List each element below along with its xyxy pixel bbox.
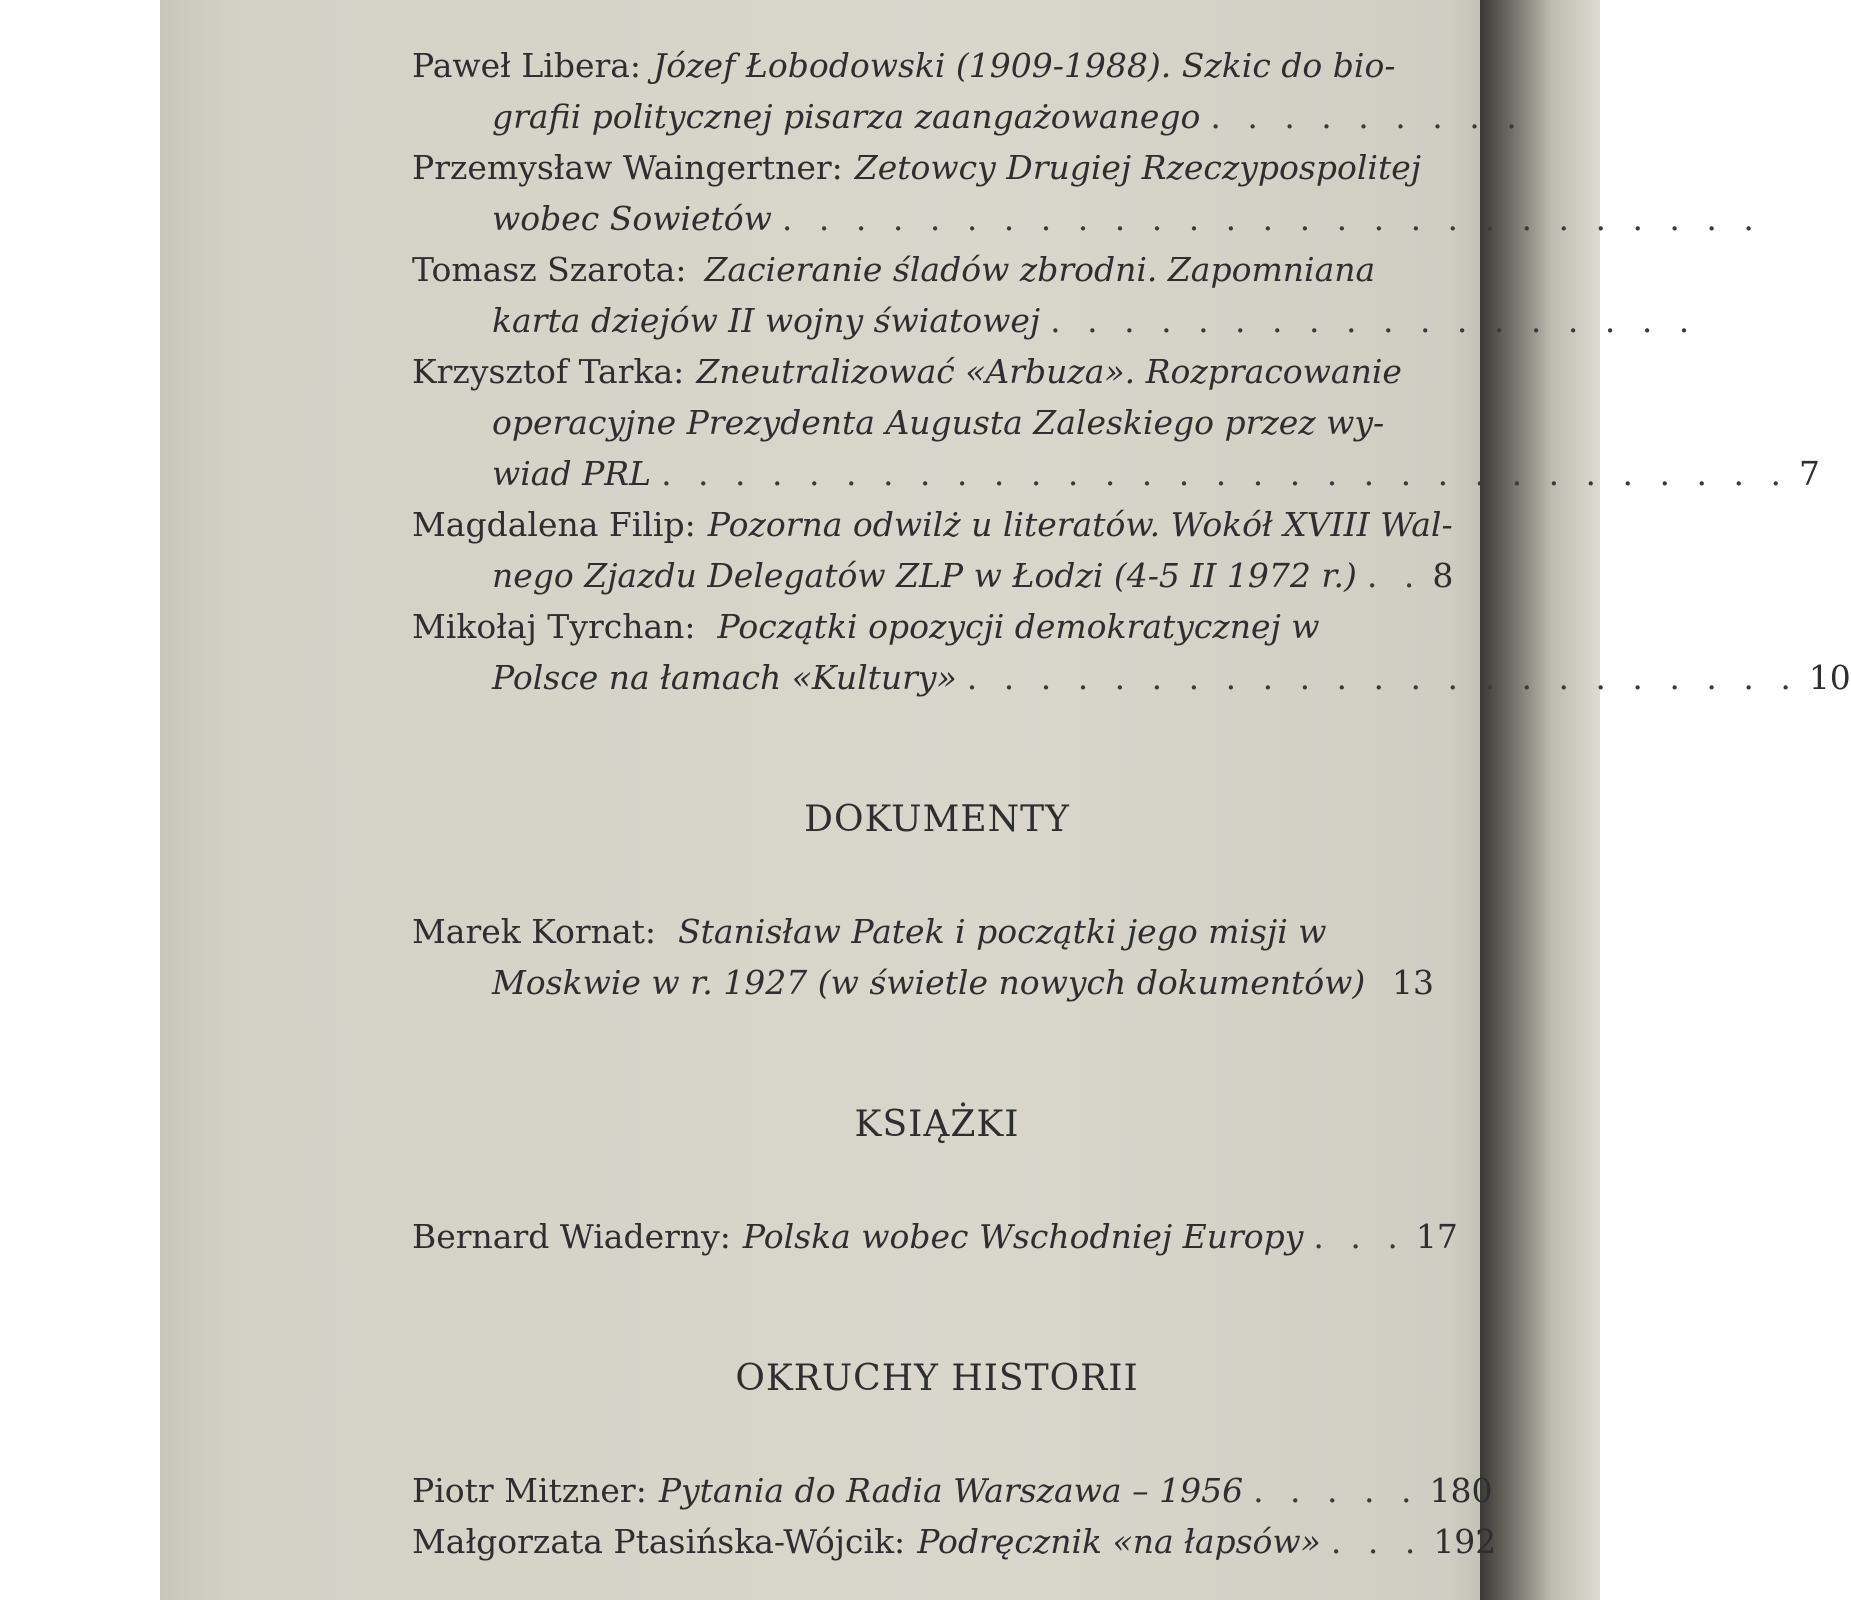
entry-author: Magdalena Filip: [412, 505, 696, 544]
entry-title-line: Zacieranie śladów zbrodni. Zapomniana [704, 250, 1376, 289]
entry-title-line: karta dziejów II wojny światowej [492, 301, 1041, 340]
entry-author: Przemysław Waingertner: [412, 148, 843, 187]
dot-leader: . . . [1330, 1522, 1424, 1561]
entry-title-line: operacyjne Prezydenta Augusta Zaleskiego przez wy- [492, 403, 1385, 442]
dot-leader: . . . . . . . . . [1210, 97, 1525, 136]
toc-entry [412, 142, 1762, 244]
toc-entry [412, 1516, 1497, 1567]
dot-leader: . . . . . . . . . . . . . . . . . . . . . . . . . . . . . . . [661, 454, 1789, 493]
toc-entry [412, 1211, 1462, 1262]
entry-author: Paweł Libera: [412, 46, 642, 85]
section-heading-okruchy-historii: OKRUCHY HISTORII [735, 1358, 1139, 1399]
entry-page-number: 8 [1432, 556, 1454, 595]
entry-page-number: 7 [1798, 454, 1820, 493]
entry-page-number: 13 [1392, 963, 1434, 1002]
entry-title-line: nego Zjazdu Delegatów ZLP w Łodzi (4-5 II 1972 r.) [492, 556, 1357, 595]
entry-title-line: Początki opozycji demokratycznej w [717, 607, 1320, 646]
toc-entry [412, 601, 1851, 703]
entry-title-line: wobec Sowietów [492, 199, 772, 238]
entry-title-line: Pozorna odwilż u literatów. Wokół XVIII Wal- [707, 505, 1453, 544]
entry-title-line: Zetowcy Drugiej Rzeczypospolitej [854, 148, 1421, 187]
entry-title-line: wiad PRL [492, 454, 652, 493]
entry-title-line: Zneutralizować «Arbuza». Rozpracowanie [696, 352, 1402, 391]
entry-title-line: Moskwie w r. 1927 (w świetle nowych dokumentów) [492, 963, 1366, 1002]
entry-page-number: 180 [1429, 1471, 1493, 1510]
entry-title-line: grafii politycznej pisarza zaangażowanego [492, 97, 1201, 136]
entry-title-line: Stanisław Patek i początki jego misji w [677, 912, 1327, 951]
entry-title: Polska wobec Wschodniej Europy [742, 1217, 1304, 1256]
entry-page-number: 17 [1415, 1217, 1458, 1256]
entry-author: Bernard Wiaderny: [412, 1217, 731, 1256]
entry-page-number: 192 [1433, 1522, 1497, 1561]
entry-page-number [1395, 40, 1462, 91]
section-heading-ksiazki: KSIĄŻKI [854, 1104, 1020, 1145]
dot-leader: . . . . . [1253, 1471, 1420, 1510]
dot-leader: . . . . . . . . . . . . . . . . . . . . . . . [966, 658, 1799, 697]
table-of-contents [412, 40, 1851, 1567]
dot-leader: . . [1366, 556, 1423, 595]
entry-author: Mikołaj Tyrchan: [412, 607, 696, 646]
entry-author: Tomasz Szarota: [412, 250, 687, 289]
entry-page-number: 10 [1808, 658, 1851, 697]
dot-leader: . . . . . . . . . . . . . . . . . . [1050, 301, 1698, 340]
entry-author: Marek Kornat: [412, 912, 656, 951]
entry-title-line: Józef Łobodowski (1909-1988). Szkic do bio- [653, 46, 1396, 85]
entry-title: Pytania do Radia Warszawa – 1956 [658, 1471, 1244, 1510]
toc-entry [412, 1465, 1493, 1516]
section-heading-dokumenty: DOKUMENTY [804, 799, 1070, 840]
dot-leader: . . . [1313, 1217, 1406, 1256]
entry-title-line: Polsce na łamach «Kultury» [492, 658, 957, 697]
entry-author: Piotr Mitzner: [412, 1471, 647, 1510]
toc-entry [412, 499, 1462, 601]
entry-author: Małgorzata Ptasińska-Wójcik: [412, 1522, 906, 1561]
entry-title: Podręcznik «na łapsów» [917, 1522, 1321, 1561]
toc-entry [412, 244, 1698, 346]
toc-entry [412, 906, 1462, 1008]
toc-entry [412, 346, 1820, 499]
entry-author: Krzysztof Tarka: [412, 352, 685, 391]
toc-entry [412, 40, 1525, 142]
dot-leader: . . . . . . . . . . . . . . . . . . . . . . . . . . . [781, 199, 1762, 238]
